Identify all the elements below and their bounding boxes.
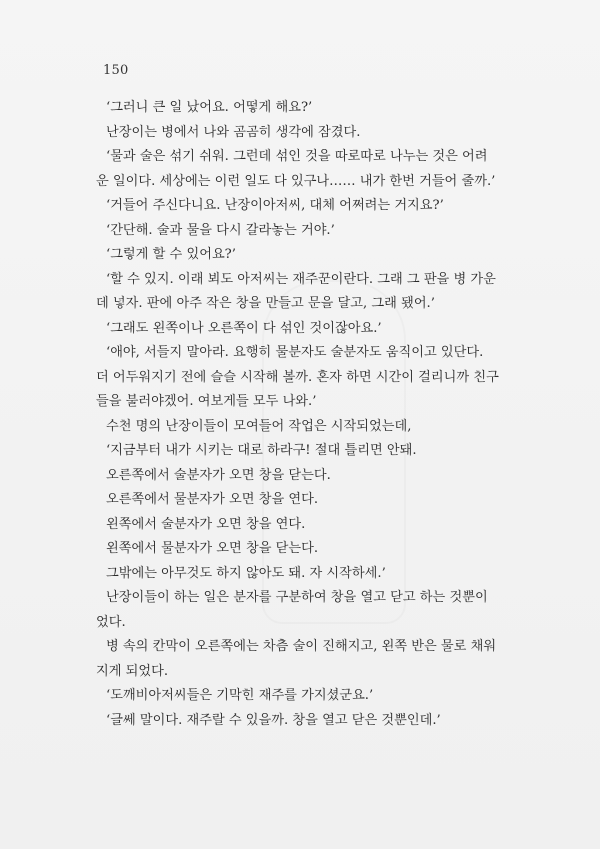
page-number: 150: [103, 63, 129, 78]
text-line: 지게 되었다.: [96, 663, 169, 679]
text-line: 데 넣자. 판에 아주 작은 창을 만들고 문을 달고, 그래 됐어.’: [96, 296, 435, 311]
text-line: 난장이들이 하는 일은 분자를 구분하여 창을 열고 닫고 하는 것뿐이: [106, 590, 488, 605]
text-line: ‘물과 술은 섞기 쉬워. 그런데 섞인 것을 따로따로 나누는 것은 어려: [106, 149, 488, 164]
text-line: 수천 명의 난장이들이 모여들어 작업은 시작되었는데,: [106, 418, 412, 434]
text-line: 난장이는 병에서 나와 곰곰히 생각에 잠겼다.: [106, 124, 361, 140]
text-line: 오른쪽에서 술분자가 오면 창을 닫는다.: [106, 467, 331, 483]
text-line: ‘그렇게 할 수 있어요?’: [106, 247, 236, 262]
text-line: ‘도깨비아저씨들은 기막힌 재주를 가지셨군요.’: [106, 688, 374, 703]
text-line: ‘간단해. 술과 물을 다시 갈라놓는 거야.’: [106, 222, 335, 238]
text-line: ‘그래도 왼쪽이나 오른쪽이 다 섞인 것이잖아요.’: [106, 320, 382, 336]
text-line: 들을 불러야겠어. 여보게들 모두 나와.’: [96, 394, 317, 409]
text-line: ‘거들어 주신다니요. 난장이아저씨, 대체 어쩌려는 거지요?’: [106, 198, 444, 213]
text-line: 었다.: [96, 614, 126, 630]
page-body: [96, 96, 520, 733]
text-line: 병 속의 칸막이 오른쪽에는 차츰 술이 진해지고, 왼쪽 반은 물로 채워: [106, 639, 497, 654]
text-line: 오른쪽에서 물분자가 오면 창을 연다.: [106, 492, 319, 507]
text-line: ‘지금부터 내가 시키는 대로 하라구! 절대 틀리면 안돼.: [106, 443, 417, 458]
text-line: 더 어두워지기 전에 슬슬 시작해 볼까. 혼자 하면 시간이 걸리니까 친구: [96, 369, 499, 385]
text-line: 왼쪽에서 술분자가 오면 창을 연다.: [106, 516, 306, 532]
text-line: ‘할 수 있지. 이래 뵈도 아저씨는 재주꾼이란다. 그래 그 판을 병 가운: [106, 271, 496, 287]
text-line: 왼쪽에서 물분자가 오면 창을 닫는다.: [106, 541, 319, 556]
text-line: 운 일이다. 세상에는 이런 일도 다 있구나…… 내가 한번 거들어 줄까.’: [96, 173, 496, 189]
text-line: 그밖에는 아무것도 하지 않아도 돼. 자 시작하세.’: [106, 565, 386, 581]
text-line: ‘애야, 서들지 말아라. 요행히 물분자도 술분자도 움직이고 있단다.: [106, 345, 484, 360]
text-line: ‘그러니 큰 일 났어요. 어떻게 해요?’: [106, 100, 313, 115]
text-line: ‘글쎄 말이다. 재주랄 수 있을까. 창을 열고 닫은 것뿐인데.’: [106, 712, 441, 728]
